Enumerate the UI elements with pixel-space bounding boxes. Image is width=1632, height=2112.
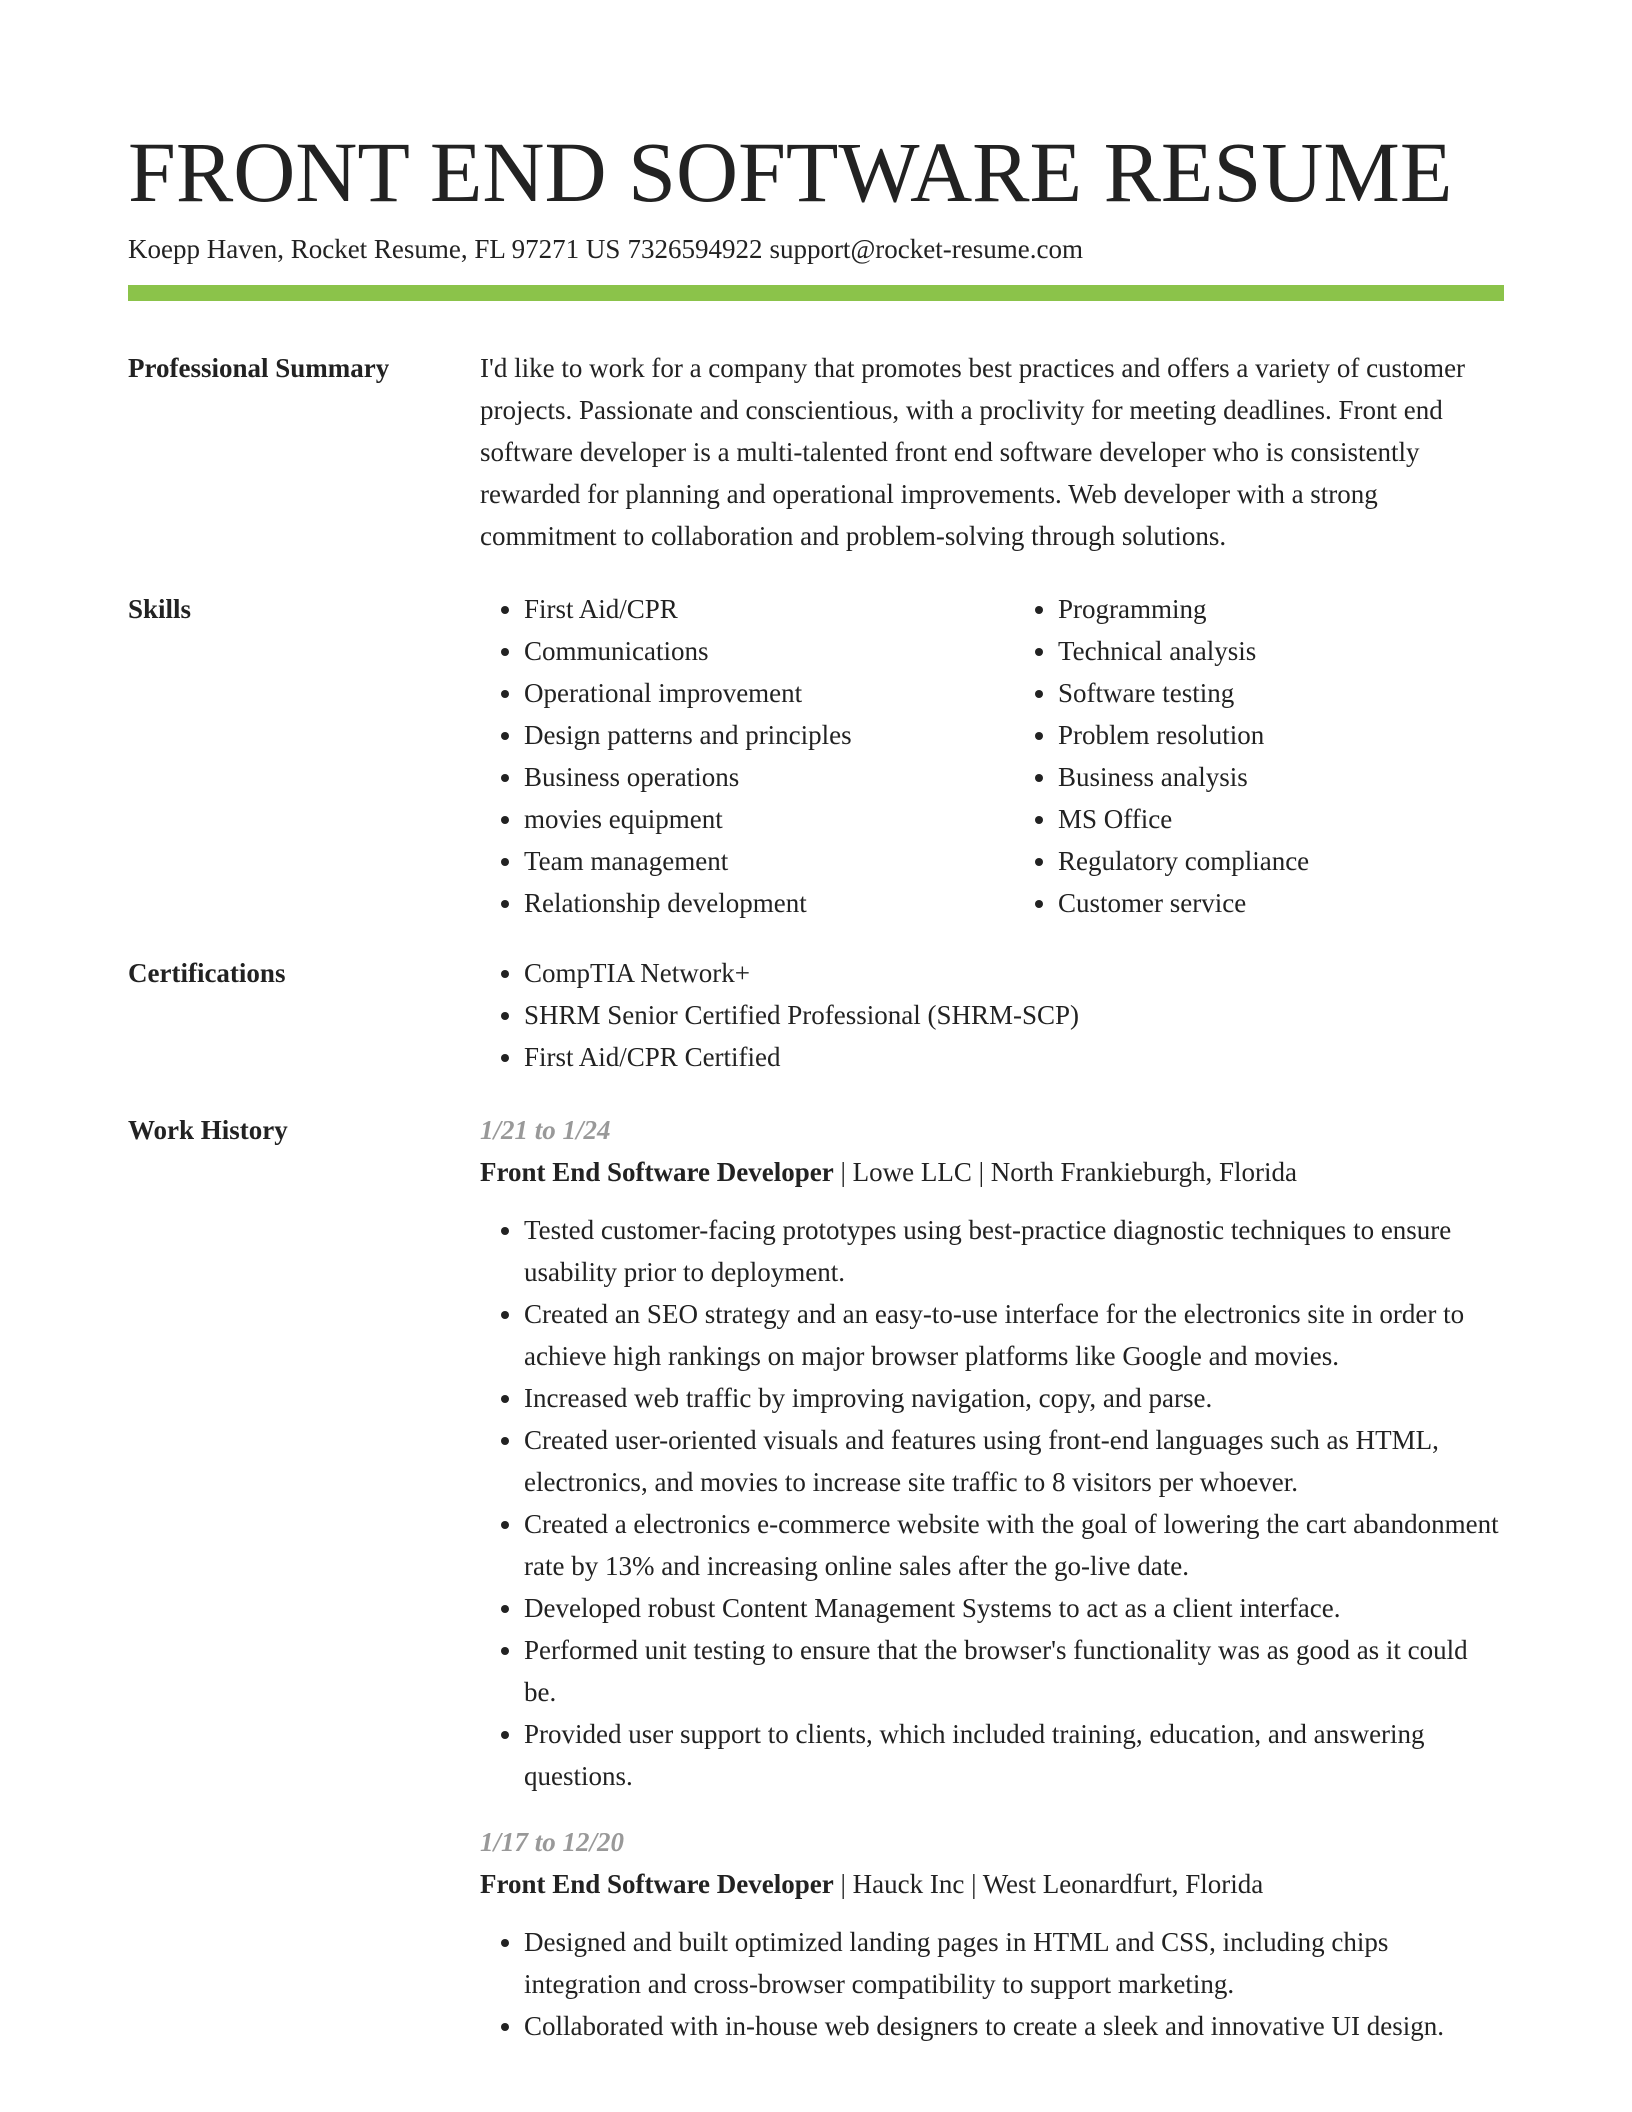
skill-item: • Team management	[524, 840, 970, 882]
skill-item: • Programming	[1058, 588, 1504, 630]
certifications-body	[480, 952, 1504, 1078]
skill-item: • Business operations	[524, 756, 970, 798]
job-entry	[480, 1821, 1504, 2047]
job-bullet: • Performed unit testing to ensure that the browser's functionality was as good as it could be.	[524, 1629, 1504, 1713]
skill-item: • Software testing	[1058, 672, 1504, 714]
header-divider	[128, 285, 1504, 301]
job-bullet: • Created user-oriented visuals and features using front-end languages such as HTML, electronics, and movies to increase site traffic to 8 visitors per whoever.	[524, 1419, 1504, 1503]
skills-label: Skills	[128, 594, 192, 624]
certification-item: • CompTIA Network+	[524, 952, 1504, 994]
job-bullets	[480, 1921, 1504, 2047]
contact-address: Koepp Haven, Rocket Resume, FL 97271 US	[128, 234, 621, 264]
skill-item: • Regulatory compliance	[1058, 840, 1504, 882]
contact-phone: 7326594922	[627, 234, 763, 264]
job-bullet: • Collaborated with in-house web designers to create a sleek and innovative UI design.	[524, 2005, 1504, 2047]
skill-item: • Technical analysis	[1058, 630, 1504, 672]
summary-label: Professional Summary	[128, 353, 390, 383]
summary-body	[480, 347, 1504, 557]
skills-body	[480, 588, 1504, 924]
certification-item: • SHRM Senior Certified Professional (SHRM-SCP)	[524, 994, 1504, 1036]
job-bullet: • Created an SEO strategy and an easy-to-use interface for the electronics site in order to achieve high rankings on major browser platforms like Google and movies.	[524, 1293, 1504, 1377]
job-bullet: • Developed robust Content Management Systems to act as a client interface.	[524, 1587, 1504, 1629]
job-bullet: • Provided user support to clients, which included training, education, and answering questions.	[524, 1713, 1504, 1797]
work-history-body	[480, 1109, 1504, 2047]
skill-item: • Problem resolution	[1058, 714, 1504, 756]
certifications-label: Certifications	[128, 958, 286, 988]
job-title: Front End Software Developer	[480, 1869, 834, 1899]
skill-item: • Communications	[524, 630, 970, 672]
contact-line	[128, 230, 1083, 268]
work-history-label: Work History	[128, 1115, 288, 1145]
job-bullet: • Created a electronics e-commerce website with the goal of lowering the cart abandonment rate by 13% and increasing online sales after the go-live date.	[524, 1503, 1504, 1587]
skill-item: • Relationship development	[524, 882, 970, 924]
skill-item: • Customer service	[1058, 882, 1504, 924]
skill-item: • Operational improvement	[524, 672, 970, 714]
contact-email: support@rocket-resume.com	[769, 234, 1083, 264]
skill-item: • Business analysis	[1058, 756, 1504, 798]
job-bullets	[480, 1209, 1504, 1797]
skills-column-2	[1014, 588, 1504, 924]
job-entry	[480, 1109, 1504, 1797]
job-bullet: • Tested customer-facing prototypes using best-practice diagnostic techniques to ensure usability prior to deployment.	[524, 1209, 1504, 1293]
skills-columns	[480, 588, 1504, 924]
skill-item: • First Aid/CPR	[524, 588, 970, 630]
job-heading	[480, 1151, 1504, 1193]
job-bullet: • Increased web traffic by improving navigation, copy, and parse.	[524, 1377, 1504, 1419]
job-employer-location: | Lowe LLC | North Frankieburgh, Florida	[833, 1157, 1297, 1187]
skill-item: • MS Office	[1058, 798, 1504, 840]
job-bullet: • Designed and built optimized landing pages in HTML and CSS, including chips integration and cross-browser compatibility to support marketing.	[524, 1921, 1504, 2005]
skill-item: • Design patterns and principles	[524, 714, 970, 756]
job-dates: 1/17 to 12/20	[480, 1827, 625, 1857]
job-title: Front End Software Developer	[480, 1157, 834, 1187]
certifications-list	[480, 952, 1504, 1078]
certification-item: • First Aid/CPR Certified	[524, 1036, 1504, 1078]
skill-item: • movies equipment	[524, 798, 970, 840]
job-heading	[480, 1863, 1504, 1905]
skills-column-1	[480, 588, 970, 924]
job-dates: 1/21 to 1/24	[480, 1115, 611, 1145]
summary-text: I'd like to work for a company that promotes best practices and offers a variety of customer projects. Passionate and conscientious, with a proclivity for meeting deadlines. Front end software developer is a multi-talented front end software developer who is consistently rewarded for planning and operational improvements. Web developer with a strong commitment to collaboration and problem-solving through solutions.	[480, 353, 1466, 551]
job-employer-location: | Hauck Inc | West Leonardfurt, Florida	[833, 1869, 1264, 1899]
resume-title: FRONT END SOFTWARE RESUME	[128, 124, 1453, 220]
